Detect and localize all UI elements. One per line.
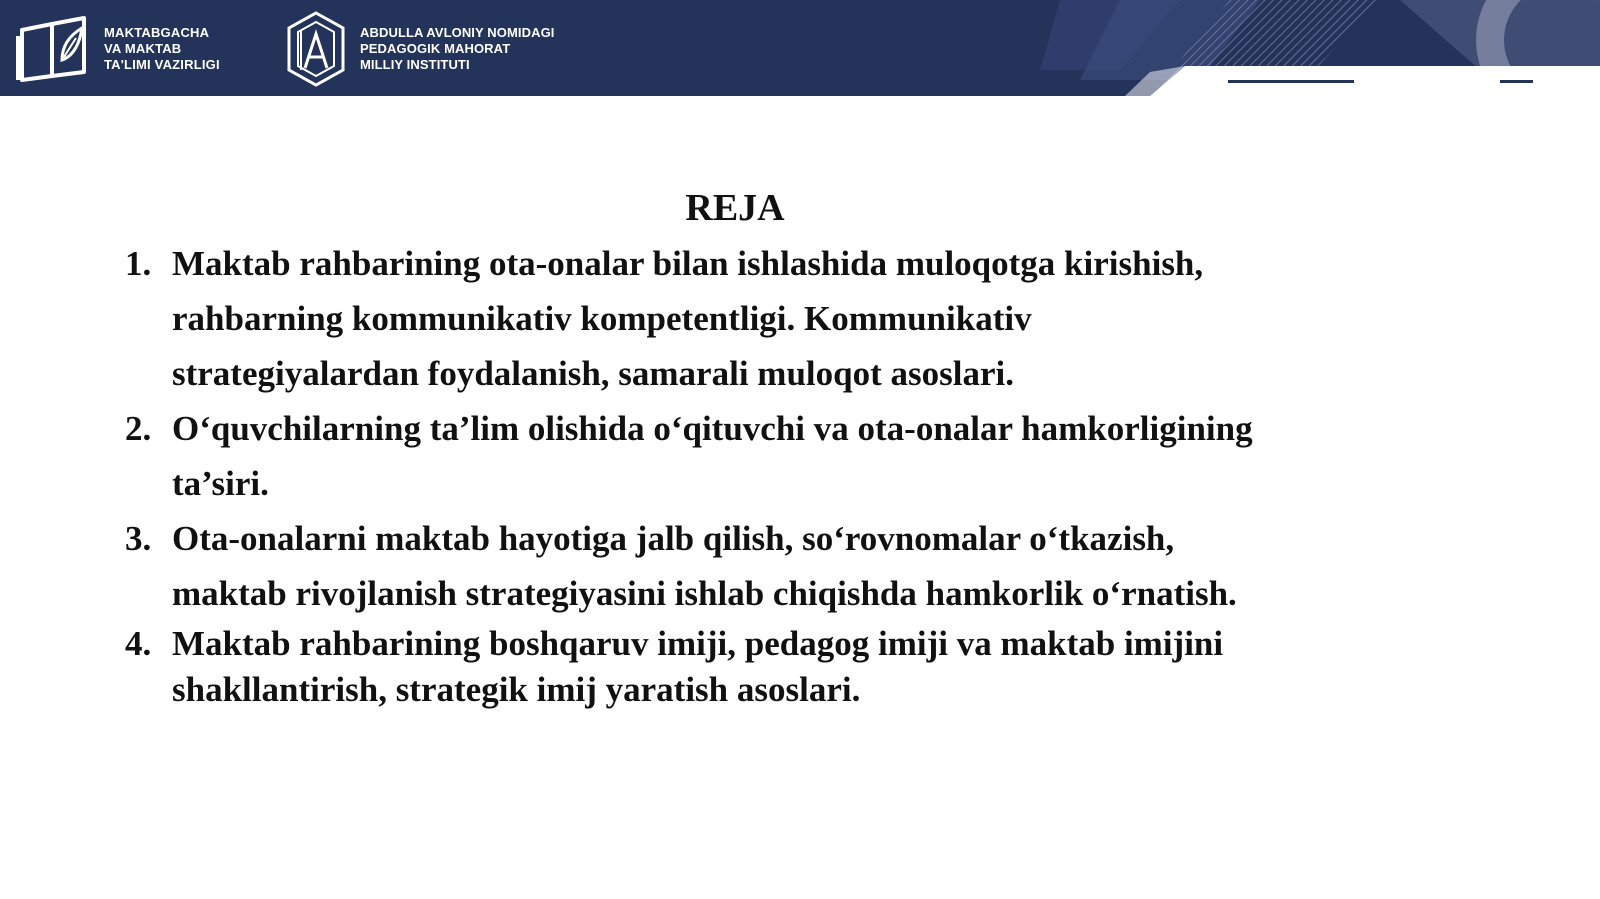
institute-name [360,25,555,74]
book-leaf-icon [16,16,90,82]
plan-item [120,236,1270,401]
institute-name-line: MILLIY INSTITUTI [360,57,470,73]
institute-logo [286,10,555,88]
plan-item-text: O‘quvchilarning ta’lim olishida o‘qituvchi va ota-onalar hamkorligining ta’siri. [172,409,1253,503]
ministry-name-line: MAKTABGACHA [104,24,210,40]
header-band [0,0,1600,96]
plan-item [120,621,1270,713]
plan-item-text: Ota-onalarni maktab hayotiga jalb qilish, so‘rovnomalar o‘tkazish, maktab rivojlanish strategiyasini ishlab chiqishda hamkorlik o‘rnatish. [172,519,1237,613]
institute-name-line: PEDAGOGIK MAHORAT [360,40,511,56]
plan-item-text: Maktab rahbarining boshqaruv imiji, pedagog imiji va maktab imijini shakllantirish, strategik imij yaratish asoslari. [172,624,1224,709]
hexagon-a-icon [286,10,346,88]
plan-item-number: 1. [125,244,152,283]
plan-item [120,511,1270,621]
institute-name-line: ABDULLA AVLONIY NOMIDAGI [360,24,555,40]
plan-list [120,236,1270,713]
plan-item-number: 2. [125,409,152,448]
slide-title: REJA [685,187,785,229]
plan-item-text: Maktab rahbarining ota-onalar bilan ishlashida muloqotga kirishish, rahbarning kommunikativ kompetentligi. Kommunikativ strategiyalardan foydalanish, samarali muloqot asoslari. [172,244,1204,393]
ministry-name [104,25,220,74]
ministry-name-line: VA MAKTAB [104,40,182,56]
plan-item [120,401,1270,511]
ministry-name-line: TA'LIMI VAZIRLIGI [104,57,220,73]
plan-item-number: 4. [125,624,152,663]
ministry-logo [16,10,220,88]
header-decoration [0,0,1600,96]
plan-item-number: 3. [125,519,152,558]
